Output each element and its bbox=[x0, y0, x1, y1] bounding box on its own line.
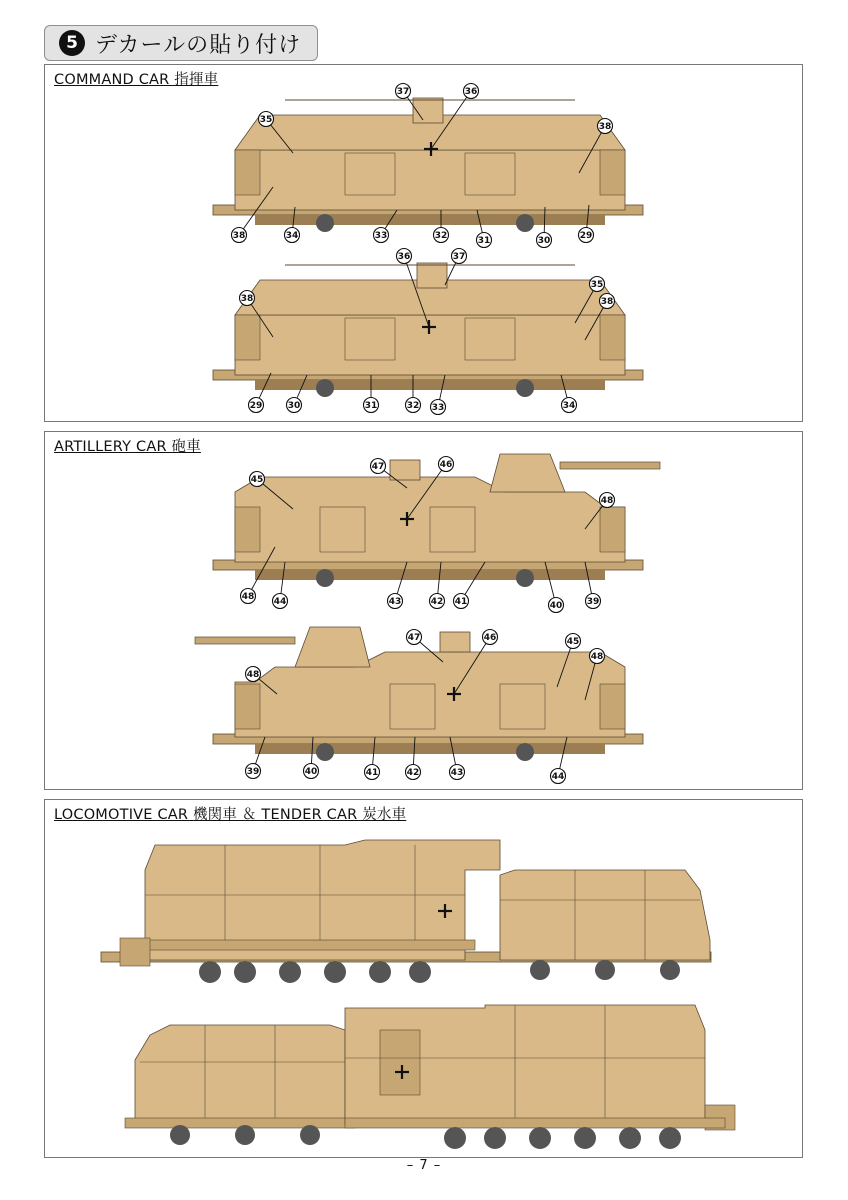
callout-32 bbox=[406, 398, 421, 413]
callout-33 bbox=[431, 400, 446, 415]
svg-text:34: 34 bbox=[285, 231, 299, 241]
callout-48 bbox=[246, 667, 261, 682]
svg-text:40: 40 bbox=[549, 601, 563, 611]
command-car-panel bbox=[44, 64, 803, 422]
locomotive-tender-panel bbox=[44, 799, 803, 1158]
callout-42 bbox=[430, 594, 445, 609]
svg-text:38: 38 bbox=[598, 122, 612, 132]
svg-text:40: 40 bbox=[304, 767, 318, 777]
svg-text:45: 45 bbox=[566, 637, 580, 647]
svg-text:37: 37 bbox=[452, 252, 466, 262]
svg-text:34: 34 bbox=[562, 401, 576, 411]
callout-45 bbox=[566, 634, 581, 649]
callout-36 bbox=[397, 249, 412, 264]
page-number: – 7 – bbox=[406, 1158, 442, 1173]
callout-37 bbox=[396, 84, 411, 99]
callout-43 bbox=[388, 594, 403, 609]
tender-view-2 bbox=[125, 1025, 355, 1145]
callout-44 bbox=[273, 594, 288, 609]
svg-text:36: 36 bbox=[464, 87, 478, 97]
callout-35 bbox=[590, 277, 605, 292]
svg-text:41: 41 bbox=[454, 597, 468, 607]
locomotive-tender-drawing bbox=[45, 800, 802, 1157]
callout-38 bbox=[598, 119, 613, 134]
tender-view-1 bbox=[500, 870, 710, 980]
callout-30 bbox=[537, 233, 552, 248]
callout-38 bbox=[600, 294, 615, 309]
callout-39 bbox=[586, 594, 601, 609]
callout-48 bbox=[590, 649, 605, 664]
svg-text:31: 31 bbox=[477, 236, 491, 246]
svg-text:37: 37 bbox=[396, 87, 410, 97]
callout-34 bbox=[285, 228, 300, 243]
svg-text:48: 48 bbox=[600, 496, 614, 506]
callout-32 bbox=[434, 228, 449, 243]
callout-43 bbox=[450, 765, 465, 780]
svg-text:41: 41 bbox=[365, 768, 379, 778]
svg-text:44: 44 bbox=[273, 597, 287, 607]
svg-text:39: 39 bbox=[586, 597, 600, 607]
callout-47 bbox=[407, 630, 422, 645]
command-car-view-2 bbox=[213, 263, 643, 397]
svg-text:47: 47 bbox=[407, 633, 421, 643]
svg-text:32: 32 bbox=[434, 231, 448, 241]
svg-text:48: 48 bbox=[246, 670, 260, 680]
callout-36 bbox=[464, 84, 479, 99]
artillery-car-panel bbox=[44, 431, 803, 790]
callout-46 bbox=[439, 457, 454, 472]
svg-text:47: 47 bbox=[371, 462, 385, 472]
svg-text:29: 29 bbox=[249, 401, 263, 411]
svg-text:36: 36 bbox=[397, 252, 411, 262]
svg-text:42: 42 bbox=[406, 768, 420, 778]
callout-30 bbox=[287, 398, 302, 413]
svg-text:48: 48 bbox=[241, 592, 255, 602]
locomotive-tender-title: LOCOMOTIVE CAR 機関車 ＆ TENDER CAR 炭水車 bbox=[54, 807, 407, 823]
svg-text:35: 35 bbox=[259, 115, 273, 125]
svg-text:35: 35 bbox=[590, 280, 604, 290]
callout-38 bbox=[240, 291, 255, 306]
callout-45 bbox=[250, 472, 265, 487]
step-header bbox=[44, 25, 318, 61]
callout-48 bbox=[600, 493, 615, 508]
callout-48 bbox=[241, 589, 256, 604]
command-car-title: COMMAND CAR 指揮車 bbox=[54, 72, 219, 88]
callout-41 bbox=[454, 594, 469, 609]
svg-text:38: 38 bbox=[240, 294, 254, 304]
callout-47 bbox=[371, 459, 386, 474]
svg-text:44: 44 bbox=[551, 772, 565, 782]
svg-text:46: 46 bbox=[439, 460, 453, 470]
svg-text:43: 43 bbox=[450, 768, 464, 778]
callout-46 bbox=[483, 630, 498, 645]
svg-text:30: 30 bbox=[287, 401, 301, 411]
svg-text:32: 32 bbox=[406, 401, 420, 411]
svg-text:33: 33 bbox=[374, 231, 388, 241]
callout-44 bbox=[551, 769, 566, 784]
svg-text:48: 48 bbox=[590, 652, 604, 662]
callout-29 bbox=[579, 228, 594, 243]
svg-text:42: 42 bbox=[430, 597, 444, 607]
callout-29 bbox=[249, 398, 264, 413]
svg-text:45: 45 bbox=[250, 475, 264, 485]
svg-text:30: 30 bbox=[537, 236, 551, 246]
artillery-car-view-1 bbox=[213, 454, 660, 587]
svg-text:29: 29 bbox=[579, 231, 593, 241]
svg-text:38: 38 bbox=[600, 297, 614, 307]
locomotive-view-2 bbox=[345, 1005, 735, 1149]
callout-34 bbox=[562, 398, 577, 413]
callout-39 bbox=[246, 764, 261, 779]
callout-40 bbox=[304, 764, 319, 779]
svg-text:31: 31 bbox=[364, 401, 378, 411]
callout-31 bbox=[364, 398, 379, 413]
callout-37 bbox=[452, 249, 467, 264]
callout-40 bbox=[549, 598, 564, 613]
callout-31 bbox=[477, 233, 492, 248]
callout-42 bbox=[406, 765, 421, 780]
svg-text:39: 39 bbox=[246, 767, 260, 777]
svg-text:43: 43 bbox=[388, 597, 402, 607]
callout-33 bbox=[374, 228, 389, 243]
callout-35 bbox=[259, 112, 274, 127]
callout-41 bbox=[365, 765, 380, 780]
artillery-car-title: ARTILLERY CAR 砲車 bbox=[54, 439, 201, 455]
svg-text:46: 46 bbox=[483, 633, 497, 643]
svg-text:38: 38 bbox=[232, 231, 246, 241]
step-title: デカールの貼り付け bbox=[95, 32, 302, 58]
artillery-car-drawing bbox=[45, 432, 802, 789]
step-number-badge: 5 bbox=[59, 30, 85, 56]
command-car-view-1 bbox=[213, 98, 643, 232]
svg-text:33: 33 bbox=[431, 403, 445, 413]
command-car-drawing bbox=[45, 65, 802, 421]
callout-38 bbox=[232, 228, 247, 243]
